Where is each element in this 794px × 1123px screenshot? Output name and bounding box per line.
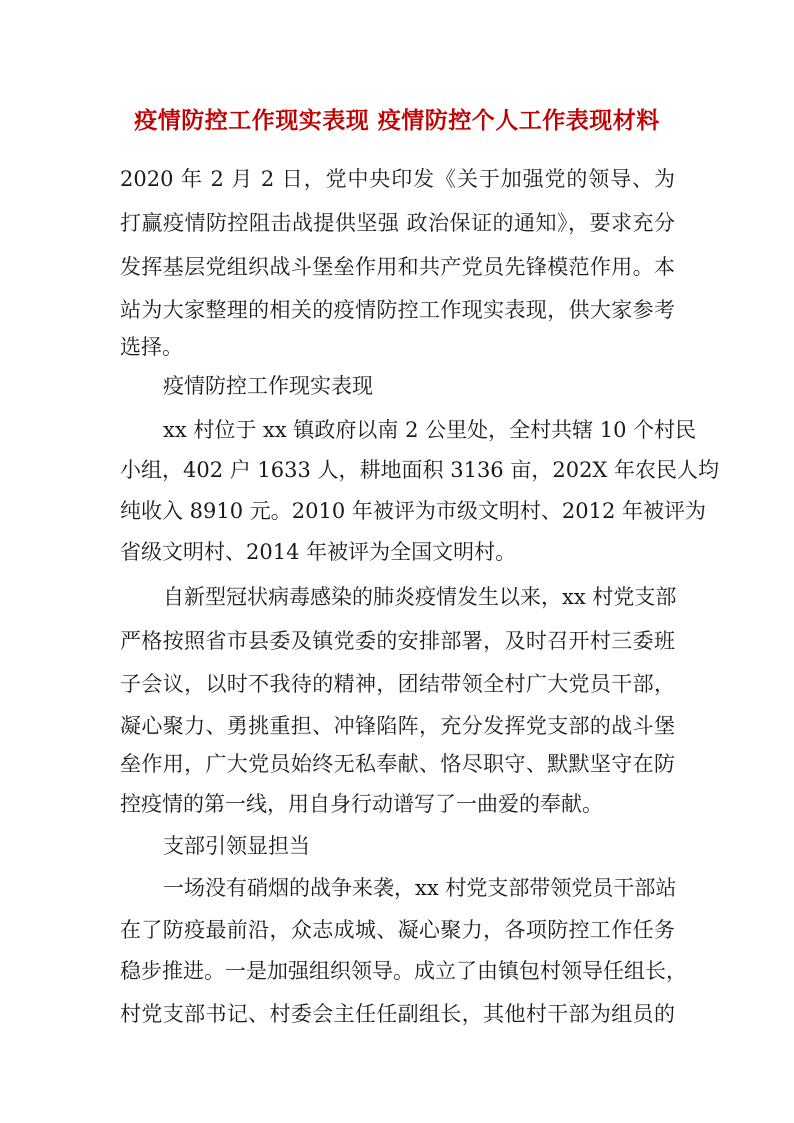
paragraph-line: 凝心聚力、勇挑重担、冲锋陷阵，充分发挥党支部的战斗堡 bbox=[120, 714, 675, 738]
paragraph-line: 严格按照省市县委及镇党委的安排部署，及时召开村三委班 bbox=[120, 629, 675, 653]
paragraph-line: 选择。 bbox=[120, 335, 183, 359]
paragraph-line: 自新型冠状病毒感染的肺炎疫情发生以来，xx 村党支部 bbox=[163, 585, 677, 609]
paragraph-line: 村党支部书记、村委会主任任副组长，其他村干部为组员的 bbox=[120, 1002, 675, 1026]
paragraph-line: 省级文明村、2014 年被评为全国文明村。 bbox=[120, 540, 517, 564]
paragraph-line: 子会议，以时不我待的精神，团结带领全村广大党员干部， bbox=[120, 672, 675, 696]
document-title: 疫情防控工作现实表现 疫情防控个人工作表现材料 bbox=[134, 107, 660, 134]
paragraph-line: 打赢疫情防控阻击战提供坚强 政治保证的通知》，要求充分 bbox=[120, 211, 675, 235]
paragraph-line: 在了防疫最前沿，众志成城、凝心聚力，各项防控工作任务 bbox=[120, 918, 675, 942]
section-heading: 疫情防控工作现实表现 bbox=[163, 374, 373, 398]
paragraph-line: 稳步推进。一是加强组织领导。成立了由镇包村领导任组长， bbox=[120, 959, 687, 983]
paragraph-line: 控疫情的第一线，用自身行动谱写了一曲爱的奉献。 bbox=[120, 792, 603, 816]
paragraph-line: 纯收入 8910 元。2010 年被评为市级文明村、2012 年被评为 bbox=[120, 499, 707, 523]
paragraph-line: 2020 年 2 月 2 日，党中央印发《关于加强党的领导、为 bbox=[120, 167, 675, 191]
paragraph-line: 垒作用，广大党员始终无私奉献、恪尽职守、默默坚守在防 bbox=[120, 752, 675, 776]
paragraph-line: 发挥基层党组织战斗堡垒作用和共产党员先锋模范作用。本 bbox=[120, 255, 675, 279]
paragraph-line: xx 村位于 xx 镇政府以南 2 公里处，全村共辖 10 个村民 bbox=[163, 418, 697, 442]
paragraph-line: 站为大家整理的相关的疫情防控工作现实表现，供大家参考 bbox=[120, 298, 675, 322]
paragraph-line: 小组，402 户 1633 人，耕地面积 3136 亩，202X 年农民人均 bbox=[120, 458, 720, 482]
section-heading: 支部引领显担当 bbox=[163, 834, 310, 858]
paragraph-line: 一场没有硝烟的战争来袭，xx 村党支部带领党员干部站 bbox=[163, 876, 677, 900]
